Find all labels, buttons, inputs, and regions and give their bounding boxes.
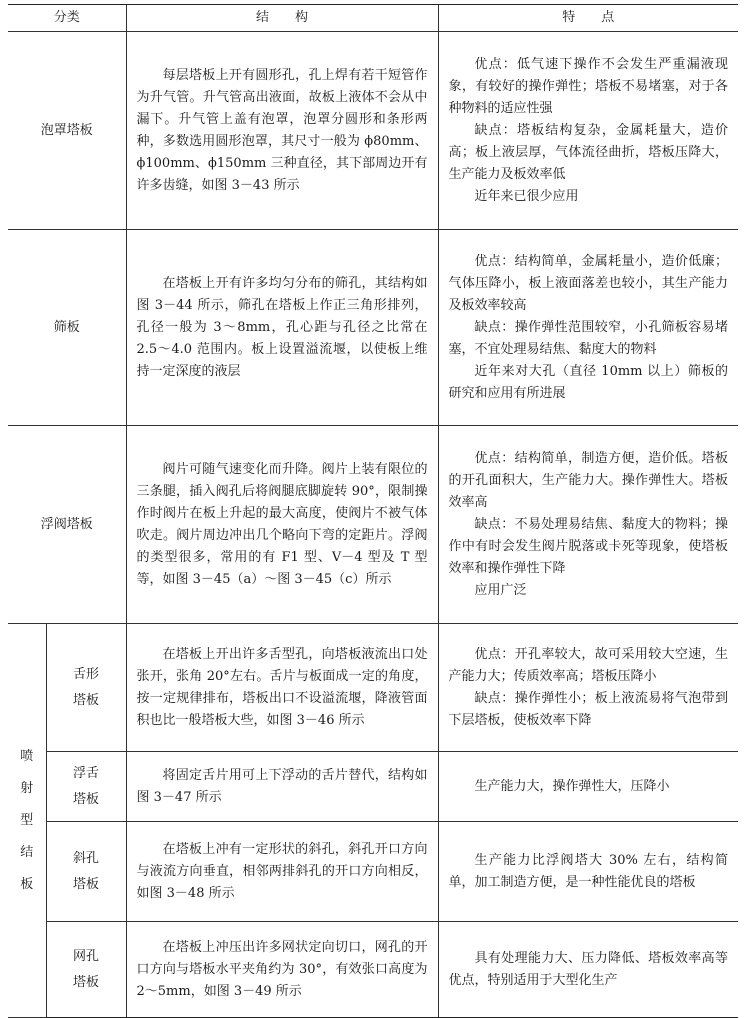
- row-name-line: 塔板: [73, 974, 100, 990]
- feature-cons: 缺点：操作弹性范围较窄，小孔筛板容易堵塞，不宜处理易结焦、黏度大的物料: [448, 319, 729, 357]
- table-row: [8, 32, 738, 230]
- structure-text: 每层塔板上开有圆形孔，孔上焊有若干短管作为升气管。升气管高出液面，故板上液体不会从中漏下。升气管上盖有泡罩，泡罩分圆形和条形两种，多数选用圆形泡罩，其尺寸一般为 ϕ80mm、ϕ100mm、ϕ150mm 三种直径，其下部周边开有许多齿缝，如图 3－43 所示: [136, 67, 428, 193]
- structure-text: 阀片可随气速变化而升降。阀片上装有限位的三条腿，插入阀孔后将阀腿底脚旋转 90°，限制操作时阀片在板上升起的最大高度，使阀片不被气体吹走。阀片周边冲出几个略向下弯的定距片。浮阀的类型很多，常用的有 F1 型、V－4 型及 T 型等，如图 3－45（a）～图 3－45（c）所示: [136, 461, 428, 587]
- structure-text: 在塔板上冲有一定形状的斜孔，斜孔开口方向与液流方向垂直，相邻两排斜孔的开口方向相反，如图 3－48 所示: [136, 841, 428, 901]
- feature-cons: 缺点：塔板结构复杂，金属耗量大，造价高；板上液层厚，气体流径曲折，塔板压降大，生产能力及板效率低: [448, 122, 729, 182]
- feature-text: 具有处理能力大、压力降低、塔板效率高等优点，特别适用于大型化生产: [448, 950, 729, 988]
- feature-pros: 优点：低气速下操作不会发生严重漏液现象，有较好的操作弹性；塔板不易堵塞，对于各种物料的适应性强: [448, 56, 729, 116]
- feature-cons: 缺点：不易处理易结焦、黏度大的物料；操作中有时会发生阀片脱落或卡死等现象，使塔板效率和操作弹性下降: [448, 516, 729, 576]
- jet-char: 射: [20, 780, 34, 796]
- structure-text: 在塔板上开出许多舌型孔，向塔板液流出口处张开，张角 20°左右。舌片与板面成一定的角度，按一定规律排布，塔板出口不设溢流堰，降液管面积也比一般塔板大些，如图 3－46 所示: [136, 646, 428, 728]
- row-structure: [126, 426, 438, 624]
- structure-text: 在塔板上冲压出许多网状定向切口，网孔的开口方向与塔板水平夹角约为 30°，有效张口高度为 2～5mm，如图 3－49 所示: [136, 939, 428, 999]
- jet-group-vertical-text: [8, 741, 46, 901]
- table-row: [8, 752, 738, 822]
- row-name: [46, 624, 126, 752]
- row-name-line: 舌形: [73, 666, 100, 682]
- row-name: 浮阀塔板: [8, 426, 126, 624]
- row-structure: [126, 752, 438, 822]
- table-row: [8, 624, 738, 752]
- row-name-line: 网孔: [73, 948, 100, 964]
- jet-char: 结: [20, 844, 34, 860]
- table-row: [8, 426, 738, 624]
- feature-text: 生产能力比浮阀塔大 30% 左右，结构简单，加工制造方便，是一种性能优良的塔板: [448, 852, 729, 890]
- tray-comparison-table: [8, 4, 738, 1018]
- row-features: [438, 822, 738, 922]
- row-features: [438, 32, 738, 230]
- row-name-line: 浮舌: [73, 765, 100, 781]
- row-name: 泡罩塔板: [8, 32, 126, 230]
- feature-note: 近年来已很少应用: [474, 188, 579, 204]
- row-name-line: 斜孔: [73, 850, 100, 866]
- row-structure: [126, 624, 438, 752]
- table-row: [8, 230, 738, 426]
- jet-char: 喷: [20, 748, 34, 764]
- table-row: [8, 922, 738, 1018]
- row-name-line: 塔板: [73, 791, 100, 807]
- feature-text: 生产能力大，操作弹性大，压降小: [474, 778, 670, 794]
- row-name: 筛板: [8, 230, 126, 426]
- row-features: [438, 230, 738, 426]
- row-features: [438, 624, 738, 752]
- jet-char: 型: [20, 812, 34, 828]
- header-structure: 结 构: [126, 5, 438, 32]
- feature-pros: 优点：结构简单，制造方便，造价低。塔板的开孔面积大，生产能力大。操作弹性大。塔板效率高: [448, 450, 729, 510]
- structure-text: 将固定舌片用可上下浮动的舌片替代，结构如图 3－47 所示: [136, 767, 428, 805]
- row-name-line: 塔板: [73, 876, 100, 892]
- row-name: [46, 922, 126, 1018]
- row-name: [46, 752, 126, 822]
- row-name-line: 塔板: [73, 692, 100, 708]
- row-features: [438, 426, 738, 624]
- jet-group-label: [8, 624, 46, 1018]
- row-structure: [126, 230, 438, 426]
- row-features: [438, 752, 738, 822]
- jet-char: 板: [20, 876, 34, 892]
- row-features: [438, 922, 738, 1018]
- table-header-row: [8, 5, 738, 32]
- feature-pros: 优点：结构简单，金属耗量小，造价低廉；气体压降小，板上液面落差也较小，其生产能力及板效率较高: [448, 253, 729, 313]
- feature-note: 应用广泛: [474, 582, 527, 598]
- table-row: [8, 822, 738, 922]
- header-category: 分类: [8, 5, 126, 32]
- row-structure: [126, 32, 438, 230]
- feature-pros: 优点：开孔率较大，故可采用较大空速，生产能力大；传质效率高；塔板压降小: [448, 646, 729, 684]
- feature-note: 近年来对大孔（直径 10mm 以上）筛板的研究和应用有所进展: [448, 363, 729, 401]
- feature-cons: 缺点：操作弹性小；板上液流易将气泡带到下层塔板，使板效率下降: [448, 690, 729, 728]
- header-features: 特 点: [438, 5, 738, 32]
- structure-text: 在塔板上开有许多均匀分布的筛孔，其结构如图 3－44 所示，筛孔在塔板上作正三角形排列，孔径一般为 3～8mm，孔心距与孔径之比常在 2.5～4.0 范围内。板上设置溢流堰，以使板上维持一定深度的液层: [136, 275, 428, 379]
- row-structure: [126, 922, 438, 1018]
- row-structure: [126, 822, 438, 922]
- row-name: [46, 822, 126, 922]
